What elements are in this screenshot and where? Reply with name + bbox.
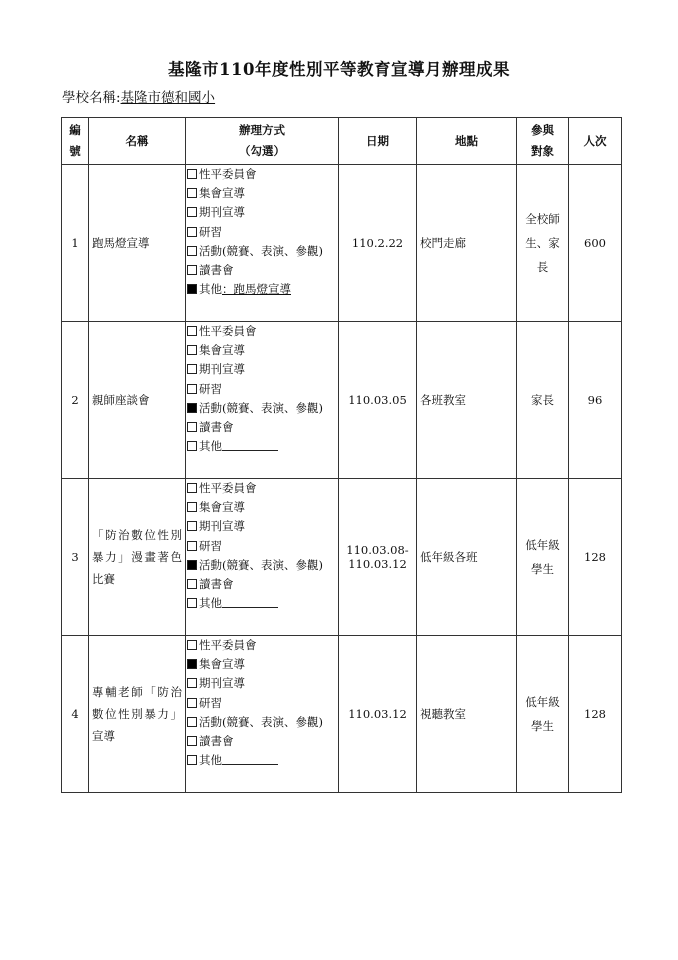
method-option — [187, 751, 338, 770]
method-option-label: 集會宣導 — [199, 500, 245, 515]
unchecked-box-icon — [187, 640, 197, 650]
row-count: 96 — [569, 322, 622, 479]
row-target: 低年級學生 — [517, 479, 569, 636]
header-count: 人次 — [569, 118, 622, 165]
checked-box-icon — [187, 284, 197, 294]
method-option-label: 活動(競賽、表演、參觀) — [199, 557, 323, 572]
school-name-line — [62, 86, 215, 106]
unchecked-box-icon — [187, 227, 197, 237]
method-option-label: 研習 — [199, 224, 222, 239]
school-label: 學校名稱: — [62, 90, 121, 106]
row-name: 親師座談會 — [89, 322, 186, 479]
method-option-label: 集會宣導 — [199, 186, 245, 201]
unchecked-box-icon — [187, 384, 197, 394]
row-methods — [186, 322, 339, 479]
method-option — [187, 322, 338, 341]
method-option-label: 研習 — [199, 538, 222, 553]
method-option — [187, 594, 338, 613]
method-option — [187, 575, 338, 594]
method-option-label: 期刊宣導 — [199, 205, 245, 220]
method-option-label: 集會宣導 — [199, 343, 245, 358]
unchecked-box-icon — [187, 169, 197, 179]
row-number: 4 — [62, 636, 89, 793]
method-option — [187, 360, 338, 379]
unchecked-box-icon — [187, 246, 197, 256]
method-option-label: 活動(競賽、表演、參觀) — [199, 243, 323, 258]
method-option-label: 性平委員會 — [199, 324, 257, 338]
method-option — [187, 418, 338, 437]
method-option — [187, 223, 338, 242]
row-methods — [186, 165, 339, 322]
unchecked-box-icon — [187, 521, 197, 531]
header-date: 日期 — [339, 118, 417, 165]
row-methods — [186, 479, 339, 636]
unchecked-box-icon — [187, 502, 197, 512]
method-option-label: 期刊宣導 — [199, 519, 245, 534]
unchecked-box-icon — [187, 345, 197, 355]
header-method: 辦理方式 （勾選） — [186, 118, 339, 165]
method-option-label: 性平委員會 — [199, 638, 257, 652]
row-name: 專輔老師「防治數位性別暴力」宣導 — [89, 636, 186, 793]
method-option — [187, 203, 338, 222]
header-name: 名稱 — [89, 118, 186, 165]
other-blank-line — [222, 751, 278, 765]
other-blank-line — [222, 437, 278, 451]
method-option-label: 期刊宣導 — [199, 362, 245, 377]
method-option-label: 讀書會 — [199, 263, 234, 278]
unchecked-box-icon — [187, 207, 197, 217]
row-date: 110.03.12 — [339, 636, 417, 793]
school-value: 基隆市德和國小 — [120, 90, 216, 106]
unchecked-box-icon — [187, 541, 197, 551]
unchecked-box-icon — [187, 441, 197, 451]
method-option-label: 讀書會 — [199, 420, 234, 435]
row-count: 600 — [569, 165, 622, 322]
row-date: 110.03.05 — [339, 322, 417, 479]
row-methods — [186, 636, 339, 793]
checked-box-icon — [187, 659, 197, 669]
row-place: 校門走廊 — [417, 165, 517, 322]
method-option — [187, 380, 338, 399]
unchecked-box-icon — [187, 326, 197, 336]
unchecked-box-icon — [187, 678, 197, 688]
method-option-label: 性平委員會 — [199, 481, 257, 495]
table-row — [62, 165, 622, 322]
method-option — [187, 556, 338, 575]
method-option — [187, 674, 338, 693]
other-value: ：跑馬燈宣導 — [222, 282, 291, 297]
other-blank-line — [222, 594, 278, 608]
unchecked-box-icon — [187, 598, 197, 608]
unchecked-box-icon — [187, 265, 197, 275]
method-option-label: 讀書會 — [199, 577, 234, 592]
row-number: 1 — [62, 165, 89, 322]
unchecked-box-icon — [187, 579, 197, 589]
method-option — [187, 537, 338, 556]
row-name: 「防治數位性別暴力」漫畫著色比賽 — [89, 479, 186, 636]
row-target: 全校師生、家長 — [517, 165, 569, 322]
method-option-label: 活動(競賽、表演、參觀) — [199, 400, 323, 415]
method-option-label: 期刊宣導 — [199, 676, 245, 691]
header-place: 地點 — [417, 118, 517, 165]
row-number: 3 — [62, 479, 89, 636]
row-count: 128 — [569, 479, 622, 636]
row-place: 各班教室 — [417, 322, 517, 479]
row-target: 家長 — [517, 322, 569, 479]
unchecked-box-icon — [187, 188, 197, 198]
method-option-label: 活動(競賽、表演、參觀) — [199, 714, 323, 729]
method-option-label: 其他 — [199, 753, 222, 768]
results-table — [61, 117, 622, 793]
row-place: 低年級各班 — [417, 479, 517, 636]
unchecked-box-icon — [187, 736, 197, 746]
row-date: 110.2.22 — [339, 165, 417, 322]
method-option — [187, 498, 338, 517]
method-option — [187, 694, 338, 713]
unchecked-box-icon — [187, 364, 197, 374]
method-option — [187, 341, 338, 360]
method-option-label: 其他 — [199, 439, 222, 454]
row-date: 110.03.08-110.03.12 — [339, 479, 417, 636]
checked-box-icon — [187, 560, 197, 570]
unchecked-box-icon — [187, 698, 197, 708]
page-title: 基隆市110年度性別平等教育宣導月辦理成果 — [168, 60, 510, 79]
method-option — [187, 399, 338, 418]
table-header-row — [62, 118, 622, 165]
unchecked-box-icon — [187, 483, 197, 493]
row-name: 跑馬燈宣導 — [89, 165, 186, 322]
method-option-label: 研習 — [199, 695, 222, 710]
unchecked-box-icon — [187, 717, 197, 727]
method-option — [187, 280, 338, 299]
method-option — [187, 655, 338, 674]
table-row — [62, 479, 622, 636]
checked-box-icon — [187, 403, 197, 413]
method-option-label: 集會宣導 — [199, 657, 245, 672]
method-option-label: 性平委員會 — [199, 167, 257, 181]
method-option — [187, 184, 338, 203]
table-row — [62, 636, 622, 793]
method-option — [187, 437, 338, 456]
method-option — [187, 165, 338, 184]
header-target: 參與 對象 — [517, 118, 569, 165]
method-option-label: 其他 — [199, 596, 222, 611]
method-option — [187, 713, 338, 732]
row-place: 視聽教室 — [417, 636, 517, 793]
method-option — [187, 242, 338, 261]
method-option-label: 其他 — [199, 282, 222, 297]
method-option — [187, 261, 338, 280]
method-option — [187, 732, 338, 751]
unchecked-box-icon — [187, 755, 197, 765]
row-number: 2 — [62, 322, 89, 479]
unchecked-box-icon — [187, 422, 197, 432]
row-count: 128 — [569, 636, 622, 793]
method-option-label: 研習 — [199, 381, 222, 396]
method-option — [187, 636, 338, 655]
header-no: 編 號 — [62, 118, 89, 165]
method-option — [187, 479, 338, 498]
table-row — [62, 322, 622, 479]
method-option — [187, 517, 338, 536]
row-target: 低年級學生 — [517, 636, 569, 793]
method-option-label: 讀書會 — [199, 734, 234, 749]
